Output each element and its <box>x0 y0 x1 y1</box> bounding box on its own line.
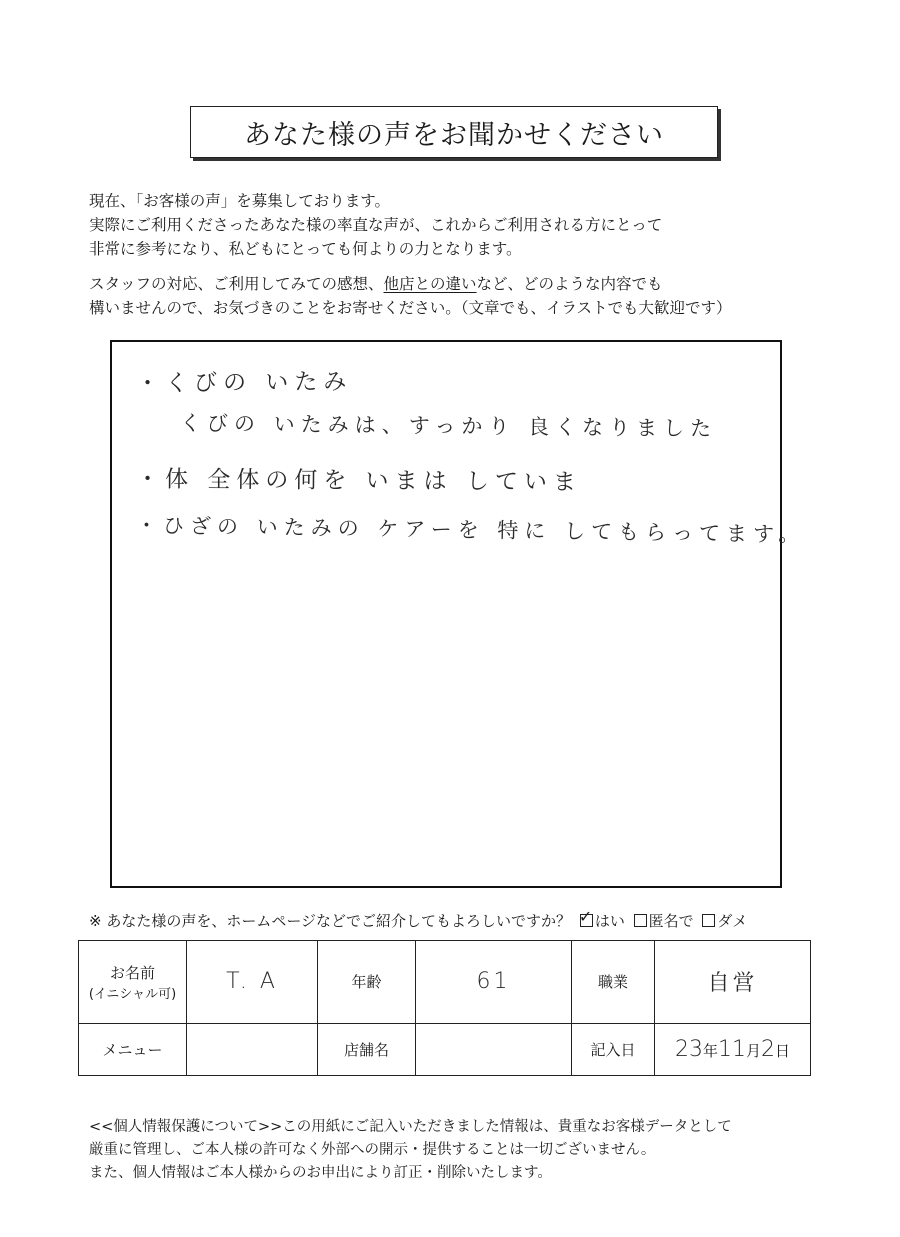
name-field[interactable] <box>187 941 318 1024</box>
request-line: 構いませんので、お気づきのことをお寄せください。（文章でも、イラストでも大歓迎です） <box>89 299 732 317</box>
table-row <box>79 1023 811 1075</box>
request-fragment: スタッフの対応、ご利用してみての感想、 <box>89 275 384 293</box>
menu-label: メニュー <box>79 1023 187 1075</box>
request-text <box>89 272 731 320</box>
job-label: 職業 <box>572 941 655 1024</box>
anonymous-label: 匿名で <box>648 912 694 930</box>
underlined-phrase: 他店との違い <box>383 275 477 293</box>
month-unit: 月 <box>745 1041 761 1060</box>
privacy-line: <<個人情報保護について>>この用紙にご記入いただきました情報は、貴重なお客様データとして <box>89 1119 732 1135</box>
store-field[interactable] <box>416 1023 572 1075</box>
privacy-notice <box>89 1116 732 1185</box>
intro-line: 現在、「お客様の声」を募集しております。 <box>89 192 391 210</box>
date-value <box>674 1036 791 1062</box>
table-row <box>79 941 811 1024</box>
comment-box[interactable] <box>110 340 806 888</box>
year-unit: 年 <box>702 1041 718 1060</box>
intro-line: 実際にご利用くださったあなた様の率直な声が、これからご利用される方にとって <box>89 216 663 234</box>
no-checkbox[interactable] <box>702 914 715 927</box>
handwritten-line: ・くびの いたみ <box>135 369 353 397</box>
age-label: 年齢 <box>318 941 416 1024</box>
yes-label: はい <box>594 912 625 930</box>
request-line <box>89 272 731 296</box>
handwritten-line: ・体 全体の何を いまは していま <box>135 466 583 496</box>
title-text: あなた様の声をお聞かせください <box>244 119 664 151</box>
menu-field[interactable] <box>187 1023 318 1075</box>
intro-text <box>89 189 662 261</box>
job-value: 自営 <box>707 971 758 997</box>
date-year: 23 <box>674 1036 703 1062</box>
name-label-cell <box>79 941 187 1024</box>
name-sublabel: (イニシャル可) <box>88 986 177 1002</box>
date-month: 11 <box>717 1036 746 1062</box>
job-field[interactable] <box>655 941 811 1024</box>
date-label: 記入日 <box>572 1023 655 1075</box>
age-value: 61 <box>476 969 511 995</box>
anonymous-checkbox[interactable] <box>634 914 647 927</box>
yes-checkbox[interactable] <box>580 914 593 927</box>
name-label: お名前 <box>109 963 155 982</box>
day-unit: 日 <box>775 1041 791 1060</box>
date-field[interactable] <box>655 1023 811 1075</box>
page-title <box>190 106 718 158</box>
handwritten-line: ・ひざの いたみの ケアーを 特に してもらってます。 <box>135 513 806 547</box>
privacy-line: 厳重に管理し、ご本人様の許可なく外部への開示・提供することは一切ございません。 <box>89 1142 656 1158</box>
date-day: 2 <box>761 1036 775 1062</box>
handwritten-line: くびの いたみは、すっかり 良くなりました <box>179 411 718 441</box>
consent-text: ※ あなた様の声を、ホームページなどでご紹介してもよろしいですか？ <box>89 912 572 930</box>
consent-question <box>89 910 747 931</box>
name-value: T. A <box>226 969 278 995</box>
info-table <box>78 940 811 1076</box>
age-field[interactable] <box>416 941 572 1024</box>
privacy-line: また、個人情報はご本人様からのお申出により訂正・削除いたします。 <box>89 1165 552 1181</box>
no-label: ダメ <box>717 912 748 930</box>
store-label: 店舗名 <box>318 1023 416 1075</box>
request-fragment: など、どのような内容でも <box>476 275 663 293</box>
intro-line: 非常に参考になり、私どもにとっても何よりの力となります。 <box>89 240 522 258</box>
